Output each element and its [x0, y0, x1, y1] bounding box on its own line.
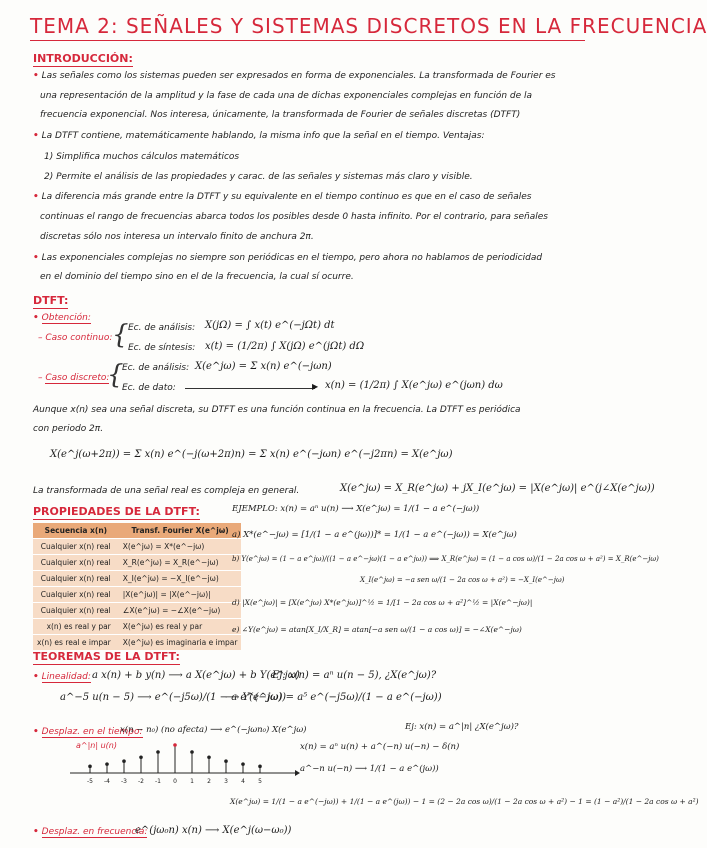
stem-point: [173, 743, 177, 747]
table-row: Cualquier x(n) real X(e^jω) = X*(e^−jω): [33, 539, 241, 555]
page-title: TEMA 2: SEÑALES Y SISTEMAS DISCRETOS EN LA FRECUENCIA: [30, 14, 707, 38]
thm-desp-frecuencia: • Desplaz. en frecuencia:: [33, 827, 148, 837]
props-eq-d: d) |X(e^jω)| = [X(e^jω) X*(e^jω)]^½ = 1/[1 − 2a cos ω + a²]^½ = |X(e^−jω)|: [232, 598, 533, 607]
eq-cont-sintesis: x(t) = (1/2π) ∫ X(jΩ) e^(jΩt) dΩ: [205, 341, 365, 352]
dtft-complex-eq: X(e^jω) = X_R(e^jω) + jX_I(e^jω) = |X(e^jω)| e^(j∠X(e^jω)): [340, 483, 655, 494]
props-header-seq: Secuencia x(n): [33, 523, 119, 539]
stem-point: [224, 759, 228, 763]
intro-line-1: • Las señales como los sistemas pueden ser expresados en forma de exponenciales. La transformada de Fourier es: [33, 71, 556, 81]
section-theorems-heading: TEOREMAS DE LA DTFT:: [33, 650, 180, 663]
eq-disc-sintesis: x(n) = (1/2π) ∫ X(e^jω) e^(jωn) dω: [325, 380, 503, 391]
props-eq-a: a) X*(e^−jω) = [1/(1 − a e^(jω))]* = 1/(1 − a e^(−jω)) = X(e^jω): [232, 530, 517, 540]
stem-tick-label: 3: [224, 778, 228, 785]
arrow-line: [185, 388, 315, 389]
stem-point: [105, 762, 109, 766]
table-row: x(n) es real e impar X(e^jω) es imaginaria e impar: [33, 635, 241, 651]
dtft-complex-text: La transformada de una señal real es compleja en general.: [33, 486, 300, 496]
props-ejemplo: EJEMPLO: x(n) = aⁿ u(n) ⟶ X(e^jω) = 1/(1 − a e^(−jω)): [232, 504, 480, 514]
dtft-caso-discreto: – Caso discreto:: [38, 373, 110, 383]
table-row: Cualquier x(n) real X_I(e^jω) = −X_I(e^−jω): [33, 571, 241, 587]
thm-linealidad: • Linealidad:: [33, 672, 91, 682]
intro-line-7: • La diferencia más grande entre la DTFT y su equivalente en el tiempo continuo es que en el caso de señales: [33, 192, 532, 202]
thm-ej2-result: X(e^jω) = 1/(1 − a e^(−jω)) + 1/(1 − a e^(jω)) − 1 = (2 − 2a cos ω)/(1 − 2a cos ω + a²) − 1 = (1 − a²)/(1 − 2a cos ω + a²): [230, 797, 699, 806]
stem-point: [122, 759, 126, 763]
thm-desp-eq: x(n − n₀) (no afecta) ⟶ e^(−jωn₀) X(e^jω): [120, 725, 307, 735]
stem-point: [139, 755, 143, 759]
label-ec-analisis-cont: Ec. de análisis:: [128, 323, 196, 333]
stem-tick-label: 1: [190, 778, 194, 785]
eq-cont-analisis: X(jΩ) = ∫ x(t) e^(−jΩt) dt: [205, 320, 335, 331]
dtft-caso-continuo: – Caso continuo:: [38, 333, 113, 343]
intro-line-11: en el dominio del tiempo sino en el de la frecuencia, la cual sí ocurre.: [40, 272, 354, 282]
stem-tick-label: 5: [258, 778, 262, 785]
dtft-obtencion: • Obtención:: [33, 313, 91, 323]
section-props-heading: PROPIEDADES DE LA DTFT:: [33, 505, 200, 518]
stem-axis-arrow: [295, 770, 300, 776]
props-eq-e: e) ∠Y(e^jω) = atan[X_I/X_R] = atan[−a sen ω/(1 − a cos ω)] = −∠X(e^−jω): [232, 625, 522, 634]
thm-ej2: Ej: x(n) = a^|n| ¿X(e^jω)?: [405, 722, 519, 732]
dtft-periodic-2: con periodo 2π.: [33, 424, 104, 434]
intro-line-3: frecuencia exponencial. Nos interesa, únicamente, la transformada de Fourier de señales discretas (DTFT): [40, 110, 521, 120]
stem-point: [241, 762, 245, 766]
intro-line-5: 1) Simplifica muchos cálculos matemáticos: [44, 152, 240, 162]
intro-line-4: • La DTFT contiene, matemáticamente hablando, la misma info que la señal en el tiempo. Ventajas:: [33, 131, 485, 141]
stem-plot: [70, 740, 300, 792]
stem-tick-label: -5: [87, 778, 93, 785]
stem-tick-label: -4: [104, 778, 110, 785]
dtft-periodic-eq: X(e^j(ω+2π)) = Σ x(n) e^(−j(ω+2π)n) = Σ x(n) e^(−jωn) e^(−j2πn) = X(e^jω): [50, 449, 453, 460]
table-row: Cualquier x(n) real |X(e^jω)| = |X(e^−jω)|: [33, 587, 241, 603]
intro-line-9: discretas sólo nos interesa un intervalo finito de anchura 2π.: [40, 232, 314, 242]
table-row: x(n) es real y par X(e^jω) es real y par: [33, 619, 241, 635]
dtft-periodic-1: Aunque x(n) sea una señal discreta, su DTFT es una función continua en la frecuencia. La DTFT es periódica: [33, 405, 521, 415]
thm-ej1-a: a^−5 u(n − 5) ⟶ e^(−j5ω)/(1 − a e^(−jω)): [60, 692, 286, 703]
thm-desp-tiempo: • Desplaz. en el tiempo:: [33, 727, 143, 737]
stem-point: [258, 765, 262, 769]
props-header-ft: Transf. Fourier X(e^jω): [119, 523, 242, 539]
stem-point: [190, 750, 194, 754]
stem-point: [156, 750, 160, 754]
intro-line-10: • Las exponenciales complejas no siempre son periódicas en el tiempo, pero ahora no hablamos de periodicidad: [33, 253, 543, 263]
eq-disc-analisis: X(e^jω) = Σ x(n) e^(−jωn): [195, 361, 332, 372]
stem-tick-label: 4: [241, 778, 245, 785]
intro-line-2: una representación de la amplitud y la fase de cada una de dichas exponenciales complejas en función de la: [40, 91, 533, 101]
intro-line-6: 2) Permite el análisis de las propiedades y carac. de las señales y sistemas más claro y visible.: [44, 172, 473, 182]
stem-tick-label: 0: [173, 778, 177, 785]
thm-ej2-b: a^−n u(−n) ⟶ 1/(1 − a e^(jω)): [300, 764, 439, 774]
thm-ej1-b: ⟶ Y(e^jω) = a⁵ e^(−j5ω)/(1 − a e^(−jω)): [225, 692, 442, 703]
label-ec-sintesis-cont: Ec. de síntesis:: [128, 343, 196, 353]
stem-tick-label: -1: [155, 778, 161, 785]
thm-desp-f-eq: e^(jω₀n) x(n) ⟶ X(e^j(ω−ω₀)): [135, 825, 292, 836]
props-table: [33, 523, 241, 650]
brace-discreto: {: [107, 360, 124, 390]
label-ec-dato: Ec. de dato:: [122, 383, 176, 393]
brace-continuo: {: [112, 320, 129, 350]
label-ec-analisis-disc: Ec. de análisis:: [122, 363, 190, 373]
arrow-head: ▶: [312, 382, 319, 391]
thm-ej2-a: x(n) = aⁿ u(n) + a^(−n) u(−n) − δ(n): [300, 742, 460, 752]
stem-tick-label: 2: [207, 778, 211, 785]
thm-ej1: Ej: x(n) = aⁿ u(n − 5), ¿X(e^jω)?: [272, 670, 437, 681]
stem-point: [207, 755, 211, 759]
table-row: Cualquier x(n) real ∠X(e^jω) = −∠X(e^−jω): [33, 603, 241, 619]
title-underline: [30, 40, 585, 41]
stem-point: [88, 765, 92, 769]
table-row: Cualquier x(n) real X_R(e^jω) = X_R(e^−jω): [33, 555, 241, 571]
stem-label-left: a^|n| u(n): [76, 741, 117, 750]
props-eq-b: b) Y(e^jω) = (1 − a e^jω)/((1 − a e^−jω)(1 − a e^jω)) ⟹ X_R(e^jω) = (1 − a cos ω)/(1 − 2a cos ω + a²) = X_R(e^−jω): [232, 555, 659, 563]
thm-lin-eq: a x(n) + b y(n) ⟶ a X(e^jω) + b Y(e^jω): [92, 670, 300, 681]
stem-tick-label: -2: [138, 778, 144, 785]
intro-line-8: continuas el rango de frecuencias abarca todos los posibles desde 0 hasta infinito. Por el contrario, para señales: [40, 212, 548, 222]
section-intro-heading: INTRODUCCIÓN:: [33, 52, 133, 65]
stem-tick-label: -3: [121, 778, 127, 785]
props-eq-b-right: X_I(e^jω) = −a sen ω/(1 − 2a cos ω + a²) = −X_I(e^−jω): [360, 576, 565, 584]
section-dtft-heading: DTFT:: [33, 294, 69, 307]
